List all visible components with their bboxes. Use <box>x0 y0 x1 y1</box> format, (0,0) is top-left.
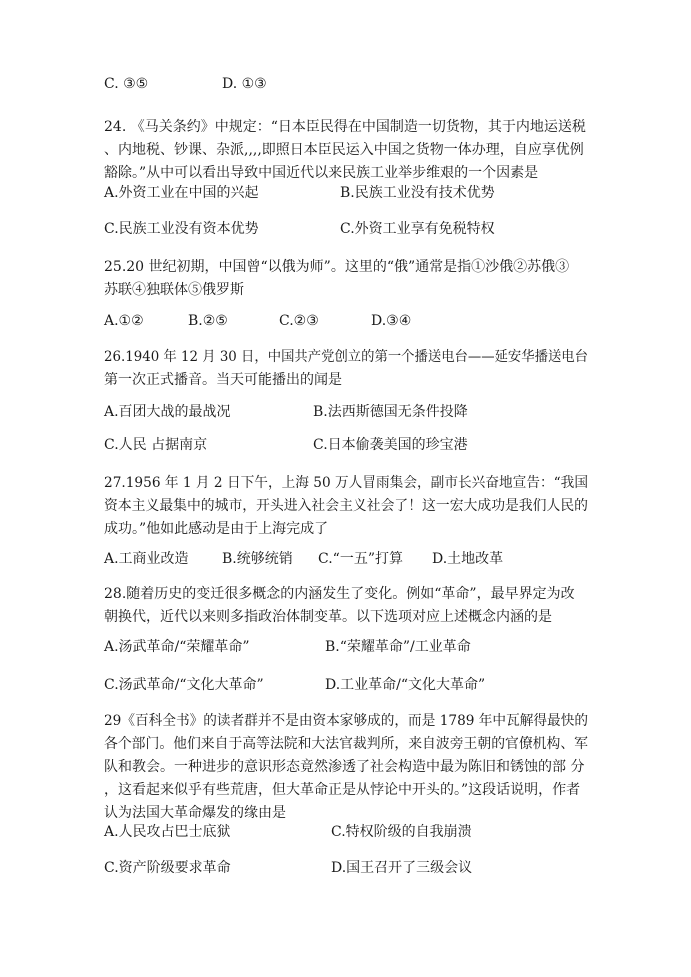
q26-stem-line-2: 第一次正式播音。当天可能播出的闻是 <box>104 372 342 388</box>
q29-option-a: A.人民攻占巴士底狱 <box>104 824 231 840</box>
q25-stem-line-1: 25.20 世纪初期，中国曾“以俄为师”。这里的“俄”通常是指①沙俄②苏俄③ <box>104 259 570 275</box>
q24-stem-line-2: 、内地税、钞课、杂派,,,,即照日本臣民运入中国之货物一体办理，自应享优例 <box>104 142 584 158</box>
q25-option-a: A.①② <box>104 313 144 329</box>
q28-option-c: C.汤武革命/“文化大革命” <box>104 677 264 693</box>
q29-option-c: C.资产阶级要求革命 <box>104 860 231 876</box>
q24-stem-line-3: 豁除。”从中可以看出导致中国近代以来民族工业举步维艰的一个因素是 <box>104 165 539 181</box>
q25-option-b: B.②⑤ <box>188 313 228 329</box>
q27-stem-line-2: 资本主义最集中的城市，开头进入社会主义社会了！这一宏大成功是我们人民的 <box>104 498 588 514</box>
q24-option-a: A.外资工业在中国的兴起 <box>104 185 259 201</box>
q24-option-d: C.外资工业享有免税特权 <box>340 221 495 237</box>
q26-option-c: C.人民 占据南京 <box>104 437 208 453</box>
q25-stem-line-2: 苏联④独联体⑤俄罗斯 <box>104 282 244 298</box>
q25-option-c: C.②③ <box>279 313 319 329</box>
q27-option-c: C.“一五”打算 <box>318 551 403 567</box>
q28-option-b: B.“荣耀革命”/工业革命 <box>325 639 471 655</box>
q27-option-d: D.土地改革 <box>432 551 504 567</box>
q27-option-b: B.统够统销 <box>222 551 293 567</box>
q27-stem-line-3: 成功。”他如此感动是由于上海完成了 <box>104 521 329 537</box>
q29-stem-line-5: 认为法国大革命爆发的缘由是 <box>104 805 286 821</box>
q26-stem-line-1: 26.1940 年 12 月 30 日，中国共产党创立的第一个播送电台——延安华播送电台 <box>104 349 588 365</box>
q28-option-a: A.汤武革命/“荣耀革命” <box>104 639 250 655</box>
q29-stem-line-2: 各个部门。他们来自于高等法院和大法官裁判所，来自波旁王朝的官僚机构、军 <box>104 736 588 752</box>
q24-stem-line-1: 24. 《马关条约》中规定：“日本臣民得在中国制造一切货物，其于内地运送税 <box>104 119 586 135</box>
q29-stem-line-4: ，这看起来似乎有些荒唐，但大革命正是从悖论中开头的。”这段话说明，作者 <box>104 782 581 798</box>
q28-stem-line-1: 28.随着历史的变迁很多概念的内涵发生了变化。例如“革命”，最早界定为改 <box>104 586 575 602</box>
q23-option-c: C. ③⑤ <box>104 76 149 92</box>
q29-stem-line-3: 队和教会。一种进步的意识形态竟然渗透了社会构造中最为陈旧和锈蚀的部 分 <box>104 759 585 775</box>
q24-option-c: C.民族工业没有资本优势 <box>104 221 259 237</box>
q28-option-d: D.工业革命/“文化大革命” <box>325 677 486 693</box>
q29-option-b: C.特权阶级的自我崩溃 <box>331 824 472 840</box>
q26-option-d: C.日本偷袭美国的珍宝港 <box>313 437 468 453</box>
q28-stem-line-2: 朝换代，近代以来则多指政治体制变革。以下选项对应上述概念内涵的是 <box>104 609 552 625</box>
q29-stem-line-1: 29《百科全书》的读者群并不是由资本家够成的，而是 1789 年中瓦解得最快的 <box>104 713 588 729</box>
q26-option-b: B.法西斯德国无条件投降 <box>313 404 468 420</box>
q27-option-a: A.工商业改造 <box>104 551 189 567</box>
q24-option-b: B.民族工业没有技术优势 <box>340 185 495 201</box>
q23-option-d: D. ①③ <box>222 76 267 92</box>
q29-option-d: D.国王召开了三级会议 <box>331 860 473 876</box>
q27-stem-line-1: 27.1956 年 1 月 2 日下午，上海 50 万人冒雨集会，副市长兴奋地宣告：“我国 <box>104 475 588 491</box>
q26-option-a: A.百团大战的最战况 <box>104 404 231 420</box>
q25-option-d: D.③④ <box>371 313 412 329</box>
